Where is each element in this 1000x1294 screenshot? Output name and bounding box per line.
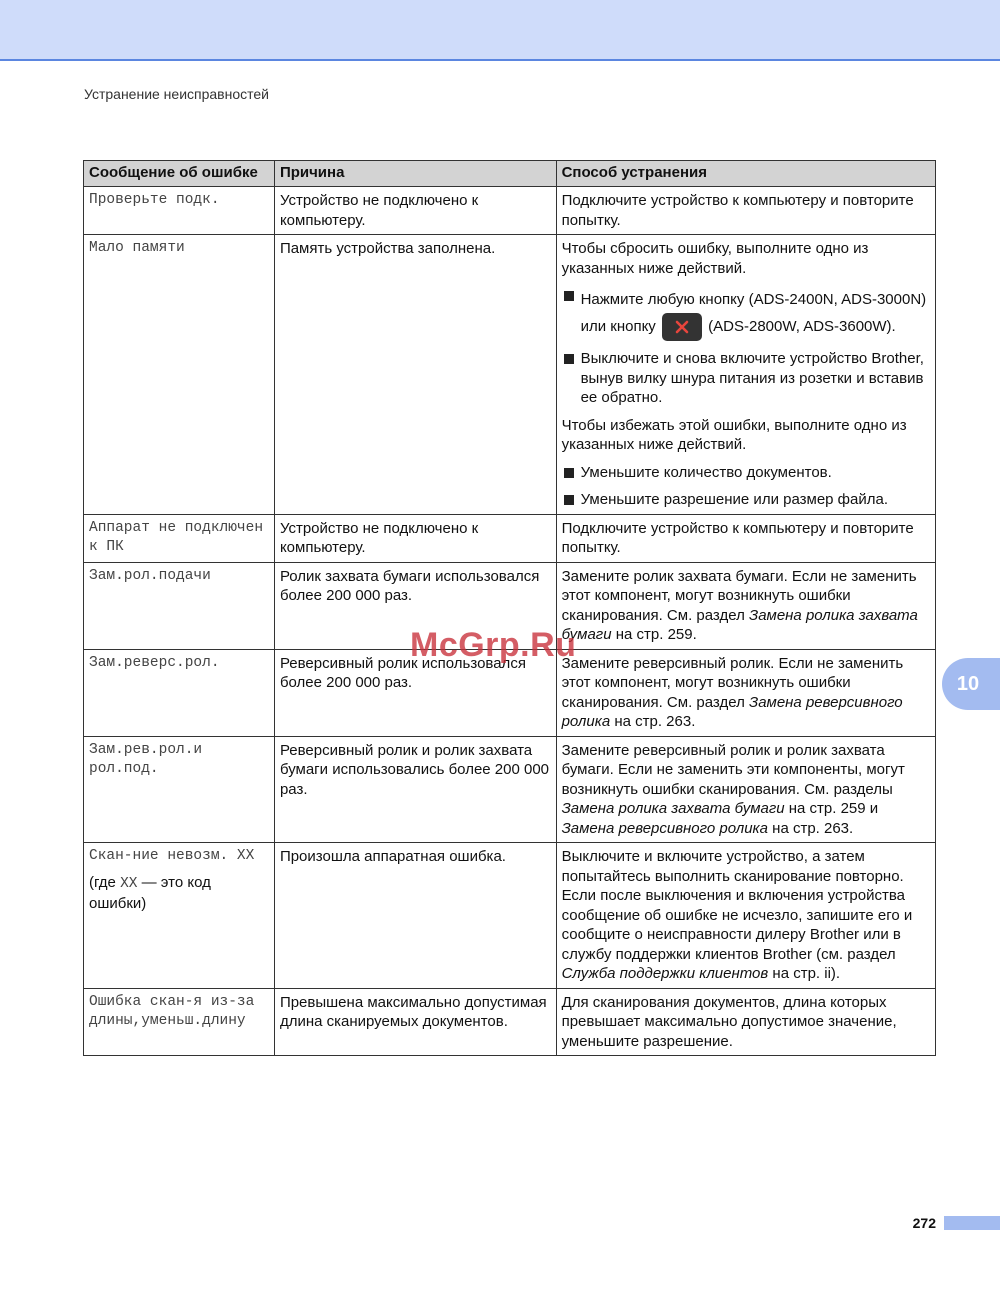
error-code-note: (где XX — это код ошибки) <box>89 873 211 913</box>
solution-bullet <box>562 490 930 510</box>
solution-intro: Чтобы сбросить ошибку, выполните одно из указанных ниже действий. <box>561 240 869 277</box>
error-message: Мало памяти <box>84 235 275 515</box>
error-message: Зам.рев.рол.и рол.под. <box>84 736 275 843</box>
table-row <box>84 843 936 989</box>
table-row <box>84 235 936 515</box>
solution-bullet <box>562 286 930 341</box>
section-reference: Замена ролика захвата бумаги <box>561 606 918 644</box>
section-reference: Замена реверсивного ролика <box>561 819 768 837</box>
error-message: Зам.рол.подачи <box>84 562 275 649</box>
error-solution: Замените реверсивный ролик и ролик захвата бумаги. Если не заменить эти компоненты, могут возникнуть ошибки сканирования. См. разделы Замена ролика захвата бумаги на стр. 259 и Замена реверсивного ролика на стр. 263. <box>556 736 935 843</box>
error-solution: Подключите устройство к компьютеру и повторите попытку. <box>556 187 935 235</box>
error-solution: Подключите устройство к компьютеру и повторите попытку. <box>556 514 935 562</box>
error-solution <box>556 235 935 515</box>
solution-bullet <box>562 463 930 483</box>
column-header-solution: Способ устранения <box>556 161 935 187</box>
error-solution: Замените ролик захвата бумаги. Если не заменить этот компонент, могут возникнуть ошибки сканирования. См. раздел Замена ролика захвата бумаги на стр. 259. <box>556 562 935 649</box>
error-message: Проверьте подк. <box>84 187 275 235</box>
error-message: Аппарат не подключен к ПК <box>84 514 275 562</box>
error-cause: Устройство не подключено к компьютеру. <box>274 514 556 562</box>
table-row <box>84 514 936 562</box>
error-solution: Выключите и включите устройство, а затем попытайтесь выполнить сканирование повторно. Если после выключения и включения устройства сообщение об ошибке не исчезло, запишите его и сообщите о неисправности дилеру Brother или в службу поддержки клиентов Brother (см. раздел Служба поддержки клиентов на стр. ii). <box>556 843 935 989</box>
bullet-text: Уменьшите количество документов. <box>580 463 832 481</box>
page-number-bar <box>944 1216 1000 1230</box>
bullet-square-icon <box>564 291 574 301</box>
bullet-text: Выключите и снова включите устройство Brother, вынув вилку шнура питания из розетки и вставив ее обратно. <box>580 350 924 407</box>
error-table <box>83 160 936 1056</box>
watermark: McGrp.Ru <box>410 626 577 664</box>
bullet-text: (ADS-2800W, ADS-3600W). <box>708 318 896 335</box>
page-number: 272 <box>912 1215 936 1231</box>
error-message: Зам.реверс.рол. <box>84 649 275 736</box>
error-solution: Для сканирования документов, длина которых превышает максимально допустимое значение, уменьшите разрешение. <box>556 988 935 1056</box>
bullet-square-icon <box>564 354 574 364</box>
error-cause: Превышена максимально допустимая длина сканируемых документов. <box>274 988 556 1056</box>
error-message: Ошибка скан-я из-за длины,уменьш.длину <box>84 988 275 1056</box>
table-row <box>84 649 936 736</box>
error-solution: Замените реверсивный ролик. Если не заменить этот компонент, могут возникнуть ошибки сканирования. См. раздел Замена реверсивного ролика на стр. 263. <box>556 649 935 736</box>
bullet-square-icon <box>564 468 574 478</box>
header-band <box>0 0 1000 61</box>
error-cause: Произошла аппаратная ошибка. <box>274 843 556 989</box>
error-message: Скан-ние невозм. XX (где XX — это код ошибки) <box>84 843 275 989</box>
error-cause: Устройство не подключено к компьютеру. <box>274 187 556 235</box>
bullet-text: Уменьшите разрешение или размер файла. <box>580 491 888 509</box>
close-x-icon <box>674 319 690 335</box>
table-row <box>84 988 936 1056</box>
bullet-square-icon <box>564 495 574 505</box>
bullet-text: Нажмите любую кнопку (ADS-2400N, ADS-3000N) или кнопку <box>580 291 927 335</box>
stop-button-icon <box>662 313 702 341</box>
column-header-cause: Причина <box>274 161 556 187</box>
error-cause: Реверсивный ролик использовался более 200 000 раз. <box>274 649 556 736</box>
table-header-row <box>84 161 936 187</box>
table-row <box>84 562 936 649</box>
solution-bullet <box>562 349 930 408</box>
table-row <box>84 187 936 235</box>
section-reference: Замена реверсивного ролика <box>561 693 903 731</box>
error-cause: Ролик захвата бумаги использовался более 200 000 раз. <box>274 562 556 649</box>
section-reference: Служба поддержки клиентов <box>561 965 769 983</box>
solution-intro: Чтобы избежать этой ошибки, выполните одно из указанных ниже действий. <box>561 416 907 454</box>
error-cause: Память устройства заполнена. <box>274 235 556 515</box>
section-reference: Замена ролика захвата бумаги <box>561 800 785 818</box>
chapter-tab: 10 <box>942 658 1000 710</box>
column-header-message: Сообщение об ошибке <box>84 161 275 187</box>
section-title: Устранение неисправностей <box>84 86 269 102</box>
error-cause: Реверсивный ролик и ролик захвата бумаги использовались более 200 000 раз. <box>274 736 556 843</box>
table-row <box>84 736 936 843</box>
